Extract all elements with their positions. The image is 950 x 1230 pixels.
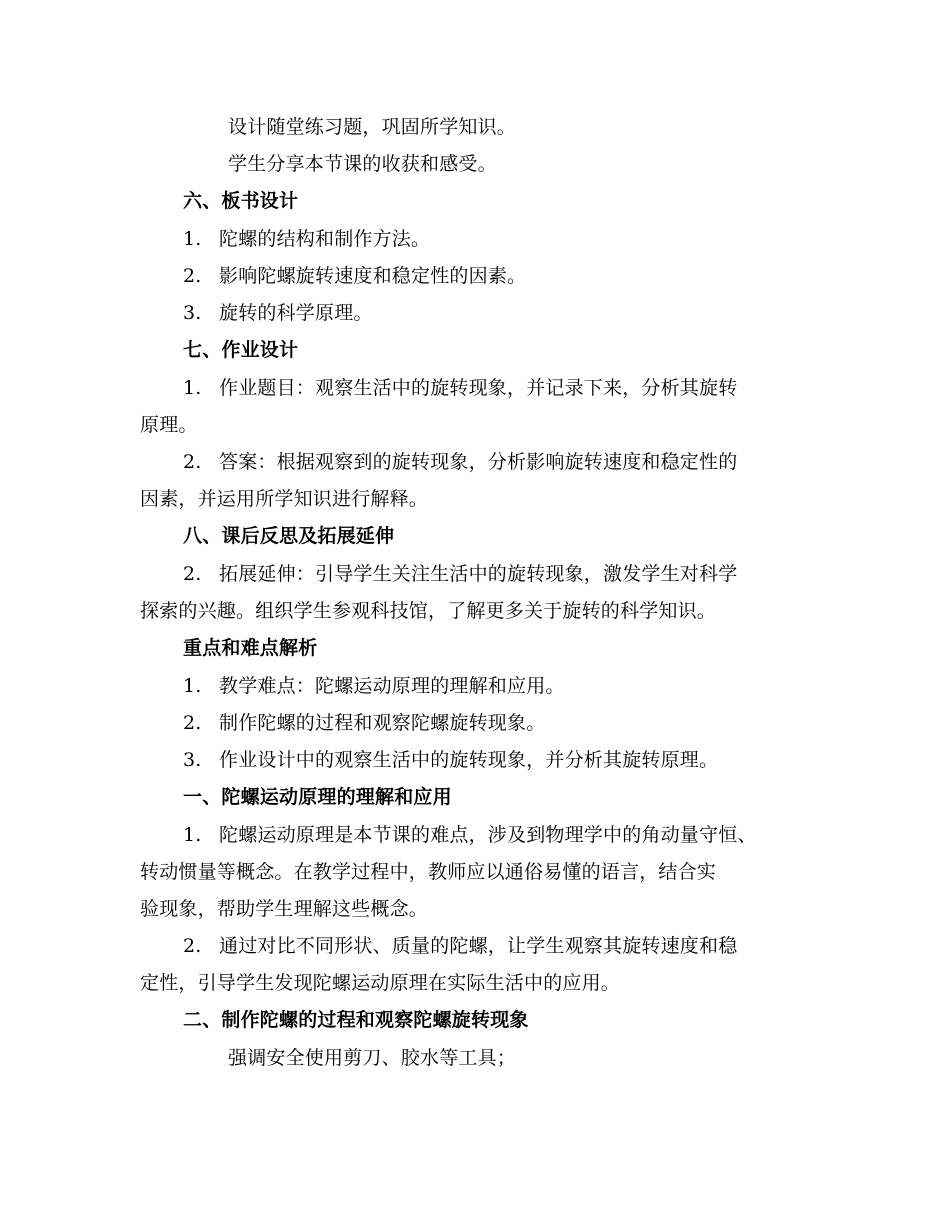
paragraph-share: 学生分享本节课的收获和感受。 <box>228 153 497 175</box>
list-item-principle-1 <box>183 822 757 848</box>
list-text: 通过对比不同形状、质量的陀螺，让学生观察其旋转速度和稳 <box>219 935 738 957</box>
list-item-extension-2 <box>183 561 737 587</box>
list-number: 3. <box>183 302 202 324</box>
list-item-extension-2-cont: 探索的兴趣。组织学生参观科技馆，了解更多关于旋转的科学知识。 <box>140 600 717 622</box>
list-number: 2. <box>183 451 202 473</box>
heading-gyro-making: 二、制作陀螺的过程和观察陀螺旋转现象 <box>183 1009 529 1031</box>
paragraph-safety: 强调安全使用剪刀、胶水等工具； <box>228 1047 517 1069</box>
list-item-principle-2-cont: 定性，引导学生发现陀螺运动原理在实际生活中的应用。 <box>140 972 621 994</box>
list-item-blackboard-3 <box>183 300 373 326</box>
list-item-homework-1 <box>183 375 737 401</box>
list-number: 1. <box>183 824 202 846</box>
list-number: 2. <box>183 935 202 957</box>
list-text: 作业题目：观察生活中的旋转现象，并记录下来，分析其旋转 <box>219 377 738 399</box>
list-number: 2. <box>183 712 202 734</box>
heading-blackboard-design: 六、板书设计 <box>183 190 299 212</box>
heading-reflection-extension: 八、课后反思及拓展延伸 <box>183 525 395 547</box>
list-item-blackboard-1 <box>183 226 430 252</box>
list-number: 1. <box>183 228 202 250</box>
heading-key-difficulties: 重点和难点解析 <box>183 637 318 659</box>
heading-homework-design: 七、作业设计 <box>183 339 299 361</box>
heading-gyro-principle: 一、陀螺运动原理的理解和应用 <box>183 786 452 808</box>
list-text: 拓展延伸：引导学生关注生活中的旋转现象，激发学生对科学 <box>219 563 738 585</box>
list-item-homework-1-cont: 原理。 <box>140 414 198 436</box>
list-item-blackboard-2 <box>183 263 526 289</box>
list-number: 3. <box>183 749 202 771</box>
list-text: 作业设计中的观察生活中的旋转现象，并分析其旋转原理。 <box>219 749 719 771</box>
paragraph-practice: 设计随堂练习题，巩固所学知识。 <box>228 116 517 138</box>
list-item-difficulty-2 <box>183 710 545 736</box>
list-item-principle-1-cont2: 验现象，帮助学生理解这些概念。 <box>140 898 429 920</box>
list-text: 旋转的科学原理。 <box>219 302 373 324</box>
list-number: 1. <box>183 675 202 697</box>
list-item-principle-1-cont: 转动惯量等概念。在教学过程中，教师应以通俗易懂的语言，结合实 <box>140 861 717 883</box>
list-item-homework-2-cont: 因素，并运用所学知识进行解释。 <box>140 488 429 510</box>
list-item-principle-2 <box>183 933 737 959</box>
list-number: 2. <box>183 563 202 585</box>
list-text: 教学难点：陀螺运动原理的理解和应用。 <box>219 675 565 697</box>
list-item-difficulty-3 <box>183 747 718 773</box>
list-item-homework-2 <box>183 449 737 475</box>
list-text: 制作陀螺的过程和观察陀螺旋转现象。 <box>219 712 546 734</box>
list-item-difficulty-1 <box>183 673 565 699</box>
list-number: 2. <box>183 265 202 287</box>
list-text: 陀螺的结构和制作方法。 <box>219 228 431 250</box>
list-number: 1. <box>183 377 202 399</box>
list-text: 影响陀螺旋转速度和稳定性的因素。 <box>219 265 527 287</box>
list-text: 陀螺运动原理是本节课的难点，涉及到物理学中的角动量守恒、 <box>219 824 757 846</box>
list-text: 答案：根据观察到的旋转现象，分析影响旋转速度和稳定性的 <box>219 451 738 473</box>
